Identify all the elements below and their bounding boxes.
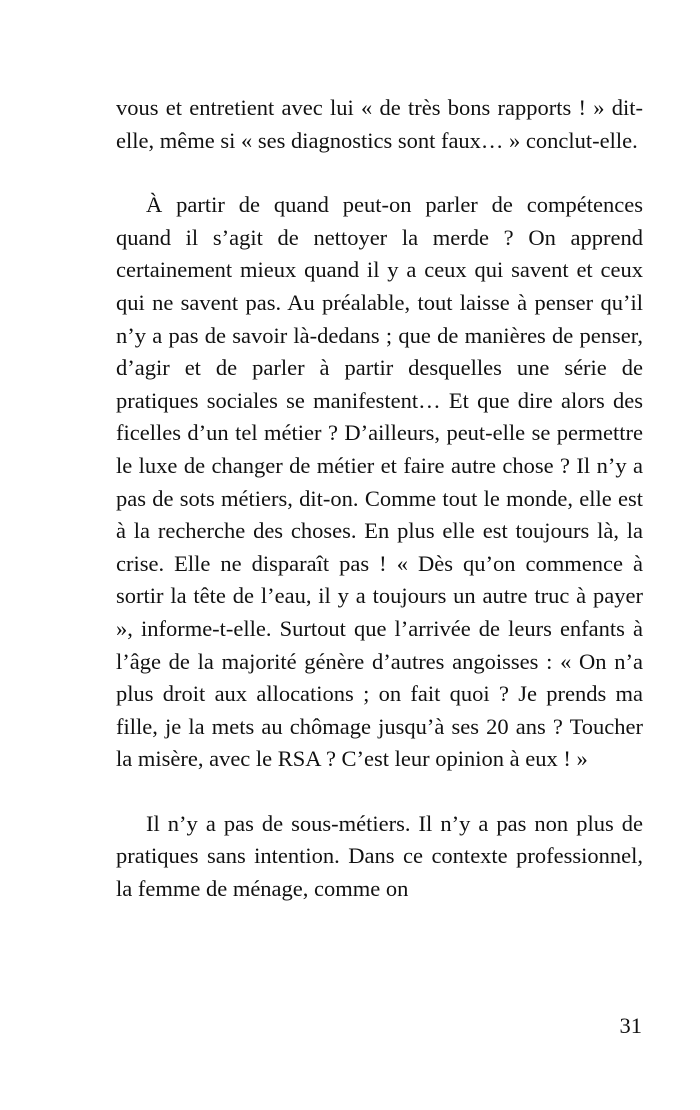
page-number: 31 [619,1013,642,1038]
body-text [116,92,643,906]
paragraph-sous-metiers: Il n’y a pas de sous-métiers. Il n’y a pas non plus de pratiques sans intention. Dans ce contexte professionnel, la femme de ménage, comme on [116,810,643,902]
paragraph-continued: vous et entretient avec lui « de très bons rapports ! » dit-elle, même si « ses diagnostics sont faux… » conclut-elle. [116,95,643,153]
paragraph-competences: À partir de quand peut-on parler de compétences quand il s’agit de nettoyer la merde ? On apprend certainement mieux quand il y a ceux qui savent et ceux qui ne savent pas. Au préalable, tout laisse à penser qu’il n’y a pas de savoir là-dedans ; que de manières de penser, d’agir et de parler à partir desquelles une série de pratiques sociales se manifestent… Et que dire alors des ficelles d’un tel métier ? D’ailleurs, peut-elle se permettre le luxe de changer de métier et faire autre chose ? Il n’y a pas de sots métiers, dit-on. Comme tout le monde, elle est à la recherche des choses. En plus elle est toujours là, la crise. Elle ne disparaît pas ! « Dès qu’on commence à sortir la tête de l’eau, il y a toujours un autre truc à payer », informe-t-elle. Surtout que l’arrivée de leurs enfants à l’âge de la majorité génère d’autres angoisses : « On n’a plus droit aux allocations ; on fait quoi ? Je prends ma fille, je la mets au chômage jusqu’à ses 20 ans ? Toucher la misère, avec le RSA ? C’est leur opinion à eux ! » [116,192,643,772]
